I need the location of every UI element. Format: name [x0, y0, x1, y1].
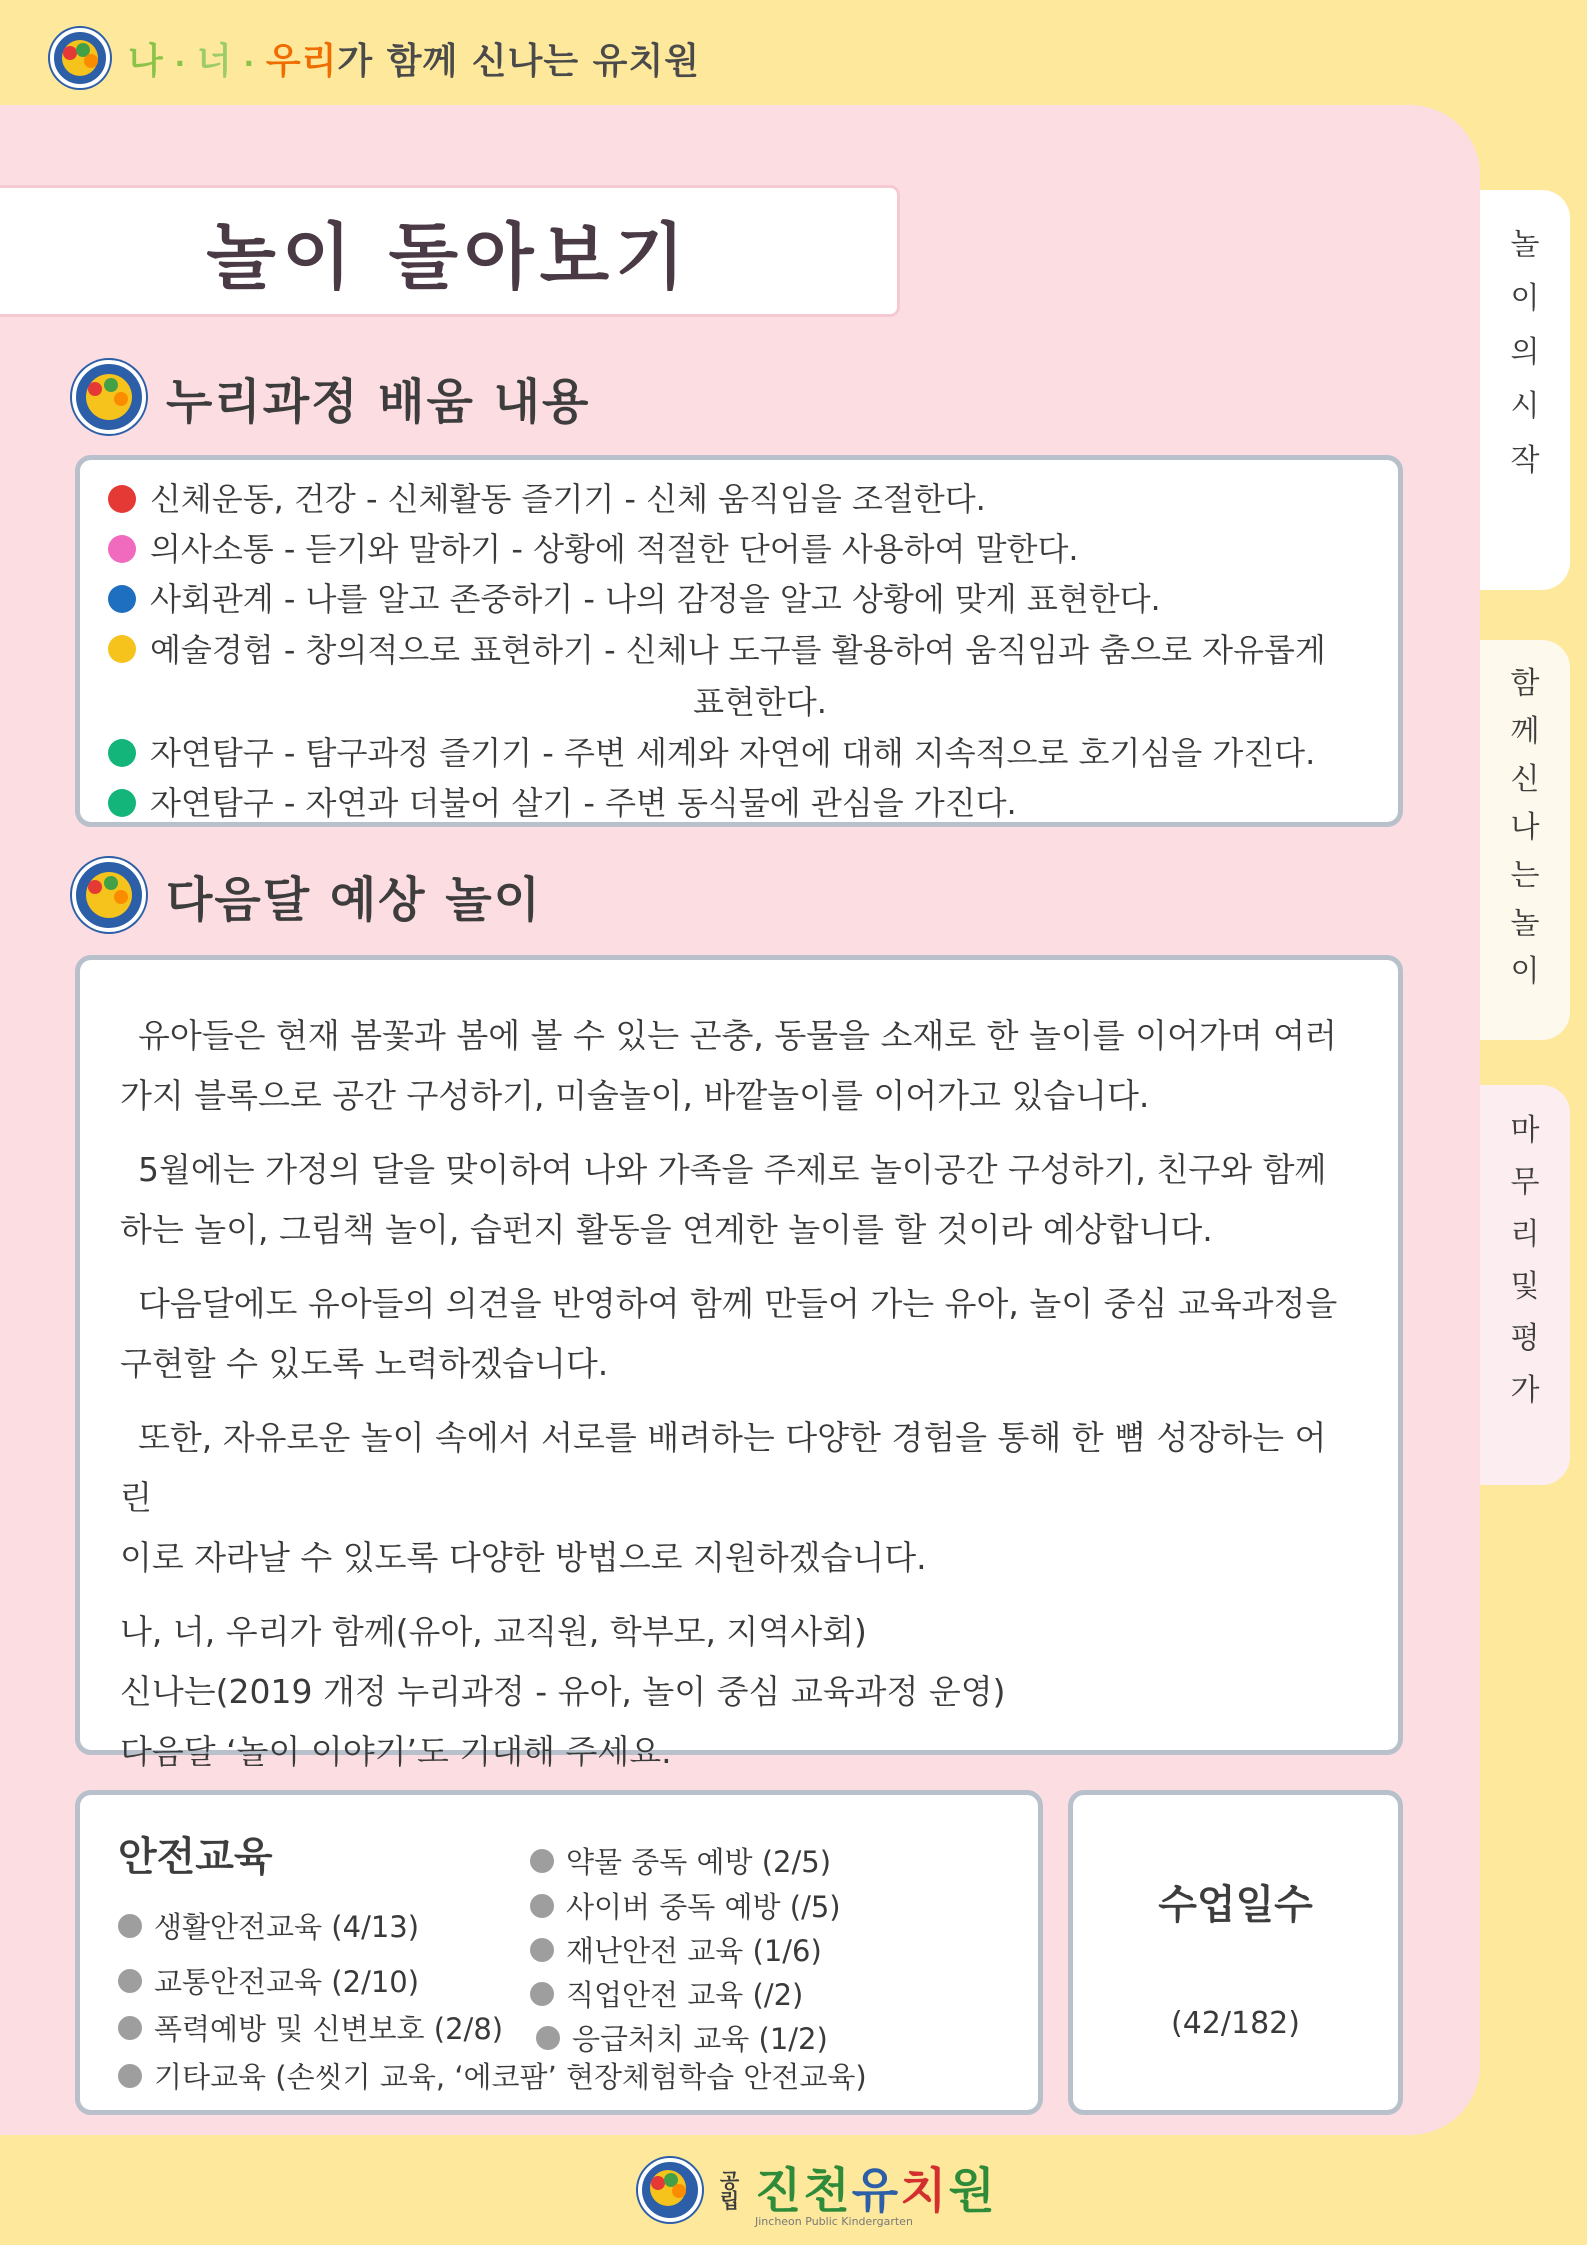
days-heading: 수업일수 [1158, 1882, 1313, 1928]
safety-education-card [75, 1790, 1043, 2115]
gray-dot-icon [530, 1938, 554, 1962]
nuri-section-header [72, 360, 590, 434]
closing-lines: 나, 너, 우리가 함께(유아, 교직원, 학부모, 지역사회) 신나는(2019 개정 누리과정 - 유아, 놀이 중심 교육과정 운영) 다음달 ‘놀이 이야기’도 기대해 주세요. [120, 1612, 1006, 1771]
safety-item: 직업안전 교육 (/2) [530, 1973, 803, 2014]
nuri-item: 사회관계 - 나를 알고 존중하기 - 나의 감정을 알고 상황에 맞게 표현한다. [108, 574, 1370, 624]
nuri-heading: 누리과정 배움 내용 [166, 373, 591, 430]
title-banner [0, 185, 900, 317]
gray-dot-icon [530, 1849, 554, 1873]
nuri-item: 자연탐구 - 탐구과정 즐기기 - 주변 세계와 자연에 대해 지속적으로 호기심을 가진다. [108, 728, 1370, 778]
gray-dot-icon [118, 2016, 142, 2040]
safety-item: 기타교육 (손씻기 교육, ‘에코팜’ 현장체험학습 안전교육) [118, 2055, 867, 2096]
tab-fun-play-together[interactable]: 함 께 신 나 는 놀 이 [1480, 640, 1570, 1040]
kindergarten-logo-icon [50, 28, 110, 88]
page-title: 놀이 돌아보기 [206, 215, 691, 299]
green-dot-icon [108, 739, 136, 767]
footer-brand [638, 2152, 997, 2228]
kindergarten-logo-icon [72, 360, 146, 434]
next-play-card [75, 955, 1403, 1771]
safety-item: 폭력예방 및 신변보호 (2/8) [118, 2007, 503, 2048]
nuri-item: 의사소통 - 듣기와 말하기 - 상황에 적절한 단어를 사용하여 말한다. [108, 524, 1370, 574]
safety-item: 재난안전 교육 (1/6) [530, 1929, 822, 1970]
english-name: Jincheon Public Kindergarten [755, 2215, 913, 2228]
safety-item: 사이버 중독 예방 (/5) [530, 1885, 841, 1926]
paragraph: 다음달에도 유아들의 의견을 반영하여 함께 만들어 가는 유아, 놀이 중심 교육과정을 구현할 수 있도록 노력하겠습니다. [120, 1284, 1338, 1383]
safety-heading: 안전교육 [118, 1834, 273, 1880]
tab-play-start[interactable]: 놀 이 의 시 작 [1480, 190, 1570, 590]
paragraph: 또한, 자유로운 놀이 속에서 서로를 배려하는 다양한 경험을 통해 한 뼘 성장하는 어린 이로 자라날 수 있도록 다양한 방법으로 지원하겠습니다. [120, 1418, 1327, 1577]
gray-dot-icon [530, 1982, 554, 2006]
header-slogan: 나 · 너 · 우리가 함께 신나는 유치원 [128, 40, 700, 82]
kindergarten-logo-icon [638, 2158, 702, 2222]
gray-dot-icon [118, 1914, 142, 1938]
gray-dot-icon [118, 1969, 142, 1993]
next-heading: 다음달 예상 놀이 [166, 871, 542, 928]
green-dot-icon [108, 789, 136, 817]
nuri-item: 자연탐구 - 자연과 더불어 살기 - 주변 동식물에 관심을 가진다. [108, 778, 1370, 828]
next-section-header [72, 858, 542, 932]
blue-dot-icon [108, 585, 136, 613]
nuri-content-card [75, 455, 1403, 827]
nuri-item: 신체운동, 건강 - 신체활동 즐기기 - 신체 움직임을 조절한다. [108, 474, 1370, 524]
top-header [50, 28, 700, 88]
school-days-card [1068, 1790, 1403, 2115]
safety-item: 응급처치 교육 (1/2) [536, 2017, 828, 2058]
pink-dot-icon [108, 535, 136, 563]
days-value: (42/182) [1171, 2006, 1300, 2041]
red-dot-icon [108, 485, 136, 513]
safety-item: 교통안전교육 (2/10) [118, 1960, 419, 2001]
paragraph: 유아들은 현재 봄꽃과 봄에 볼 수 있는 곤충, 동물을 소재로 한 놀이를 이어가며 여러 가지 블록으로 공간 구성하기, 미술놀이, 바깥놀이를 이어가고 있습니다. [120, 1016, 1337, 1115]
nuri-item: 예술경험 - 창의적으로 표현하기 - 신체나 도구를 활용하여 움직임과 춤으로 자유롭게 표현한다. [108, 624, 1370, 728]
gray-dot-icon [536, 2026, 560, 2050]
public-label: 공립 [716, 2170, 740, 2210]
yellow-dot-icon [108, 635, 136, 663]
kindergarten-logo-icon [72, 858, 146, 932]
paragraph: 5월에는 가정의 달을 맞이하여 나와 가족을 주제로 놀이공간 구성하기, 친구와 함께 하는 놀이, 그림책 놀이, 습펀지 활동을 연계한 놀이를 할 것이라 예상합니다. [120, 1150, 1327, 1249]
safety-item: 생활안전교육 (4/13) [118, 1905, 419, 1946]
gray-dot-icon [530, 1894, 554, 1918]
kindergarten-name: 진천유치원 [755, 2163, 997, 2219]
tab-wrap-up-evaluation[interactable]: 마 무 리 및 평 가 [1480, 1085, 1570, 1485]
gray-dot-icon [118, 2064, 142, 2088]
safety-item: 약물 중독 예방 (2/5) [530, 1840, 831, 1881]
